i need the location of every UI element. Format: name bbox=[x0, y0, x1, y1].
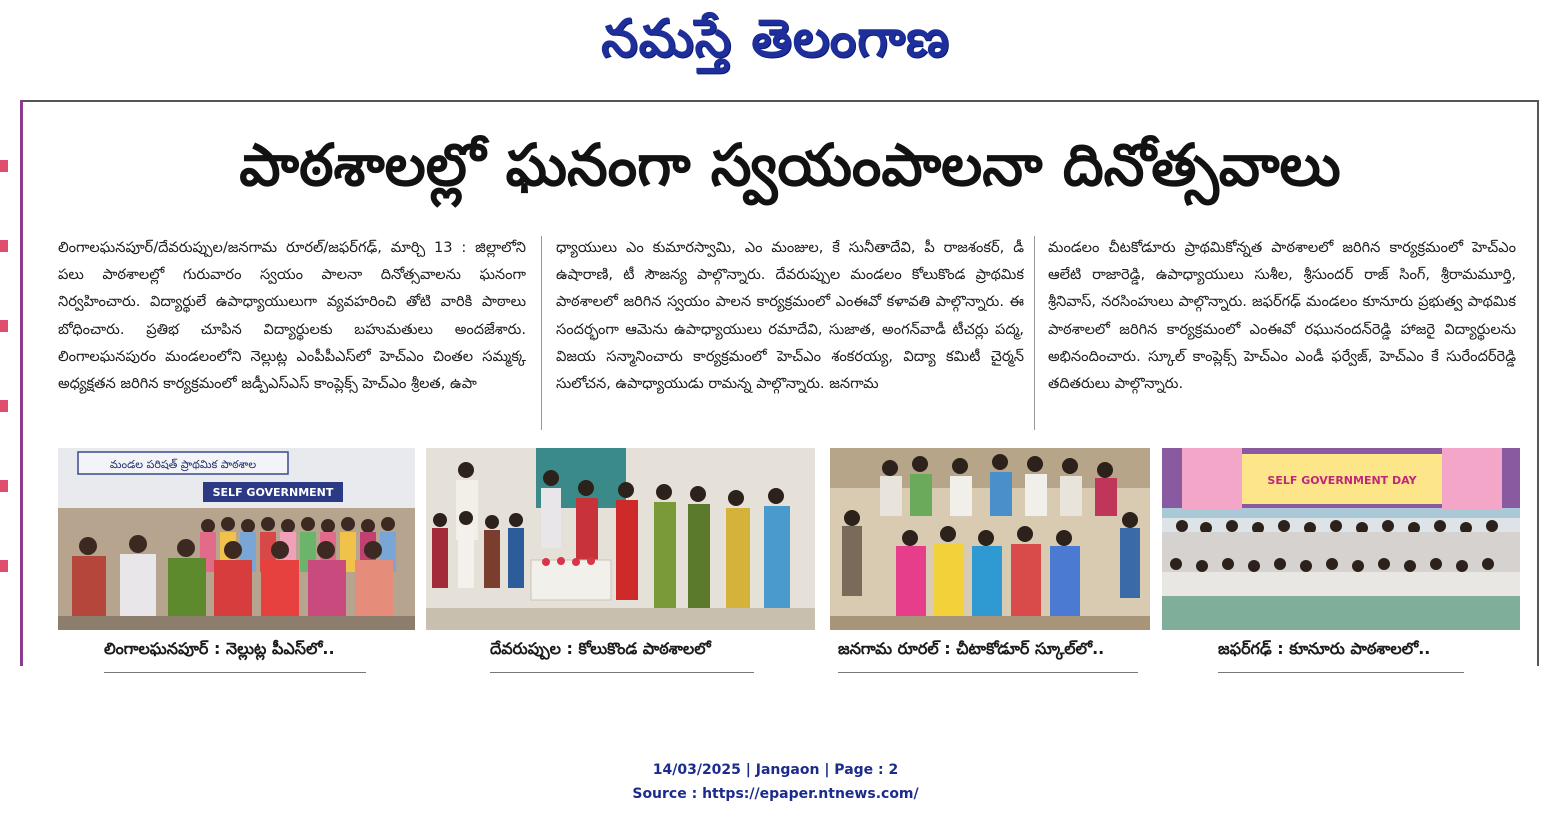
adjacent-article-edge bbox=[0, 100, 23, 666]
photo-kunur-school bbox=[1162, 448, 1520, 630]
self-government-day-banner: SELF GOVERNMENT DAY bbox=[1267, 474, 1417, 487]
column-divider bbox=[541, 236, 542, 430]
column-2-text: ధ్యాయులు ఎం కుమారస్వామి, ఎం మంజుల, కే సునీతాదేవి, పీ రాజశంకర్, డీ ఉషారాణి, టీ సౌజన్య పాల్గొన్నారు. దేవరుప్పుల మండలం కోలుకొండ ప్రాథమిక పాఠశాలలో జరిగిన స్వయం పాలన కార్యక్రమంలో ఎంఈవో కళావతి పాల్గొన్నారు. ఈ సందర్భంగా ఆమెను ఉపాధ్యాయులు రమాదేవి, సుజాత, అంగన్‌వాడీ టీచర్లు పద్మ, విజయ సన్మానించారు కార్యక్రమంలో హెచ్‌ఎం శంకరయ్య, విద్యా కమిటీ చైర్మన్ సులోచన, ఉపాధ్యాయుడు రామన్న పాల్గొన్నారు. జనగామ bbox=[556, 239, 1024, 393]
caption-underline bbox=[490, 672, 754, 673]
article-column-2 bbox=[556, 234, 1024, 434]
self-government-banner: SELF GOVERNMENT bbox=[212, 486, 334, 499]
photo-caption-2: దేవరుప్పుల : కోలుకొండ పాఠశాలలో bbox=[490, 639, 711, 658]
caption-underline bbox=[104, 672, 366, 673]
frame-top-rule bbox=[0, 100, 1537, 102]
column-1-text: లింగాలఘనపూర్/దేవరుప్పుల/జనగామ రూరల్/జఫర్‌గఢ్, మార్చి 13 : జిల్లాలోని పలు పాఠశాలల్లో గురువారం స్వయం పాలనా దినోత్సవాలను ఘనంగా నిర్వహించారు. విద్యార్థులే ఉపాధ్యాయులుగా వ్యవహరించి తోటి వారికి పాఠాలు బోధించారు. ప్రతిభ చూపిన విద్యార్థులకు బహుమతులు అందజేశారు. లింగాలఘనపురం మండలంలోని నెల్లుట్ల ఎంపీపీఎస్‌లో హెచ్‌ఎం చింతల సమ్మక్క అధ్యక్షతన జరిగిన కార్యక్రమంలో జడ్పీఎస్ఎస్ కాంప్లెక్స్ హెచ్‌ఎం శ్రీలత, ఉపా bbox=[58, 239, 526, 393]
caption-underline bbox=[1218, 672, 1464, 673]
newspaper-masthead: నమస్తే తెలంగాణ bbox=[601, 9, 950, 69]
column-3-text: మండలం చీటకోడూరు ప్రాథమికోన్నత పాఠశాలలో జరిగిన కార్యక్రమంలో హెచ్‌ఎం ఆలేటి రాజారెడ్డి, ఉపాధ్యాయులు సుశీల, శ్రీసుందర్ రాజ్ సింగ్, శ్రీరామమూర్తి, శ్రీనివాస్, నరసింహులు పాల్గొన్నారు. జఫర్‌గఢ్ మండలం కూనూరు ప్రభుత్వ పాథమిక పాఠశాలలో జరిగిన కార్యక్రమంలో ఎంఈవో రఘునందన్‌రెడ్డి హాజరై విద్యార్థులను అభినందించారు. స్కూల్ కాంప్లెక్స్ హెచ్‌ఎం ఎండీ ఫర్వేజ్, హెచ్‌ఎం కే సురేందర్‌రెడ్డి తదితరులు పాల్గొన్నారు. bbox=[1048, 239, 1516, 393]
school-sign: మండల పరిషత్ ప్రాథమిక పాఠశాల bbox=[109, 458, 257, 471]
article-column-3 bbox=[1048, 234, 1516, 434]
source-link: Source : https://epaper.ntnews.com/ bbox=[632, 786, 919, 802]
column-divider bbox=[1034, 236, 1035, 430]
article-column-1 bbox=[58, 234, 526, 434]
photo-kolukonda-school bbox=[426, 448, 815, 630]
photo-cheetakodur-school bbox=[830, 448, 1150, 630]
article-headline: పాఠశాలల్లో ఘనంగా స్వయంపాలనా దినోత్సవాలు bbox=[239, 131, 1341, 199]
photo-caption-3: జనగామ రూరల్ : చీటాకోడూర్ స్కూల్‌లో.. bbox=[838, 639, 1105, 658]
photo-nellutla-school bbox=[58, 448, 415, 630]
caption-underline bbox=[838, 672, 1138, 673]
photo-caption-1: లింగాలఘనపూర్ : నెల్లుట్ల పీఎస్‌లో.. bbox=[104, 639, 335, 658]
edition-info: 14/03/2025 | Jangaon | Page : 2 bbox=[652, 762, 899, 778]
photo-caption-4: జఫర్‌గఢ్ : కూనూరు పాఠశాలలో.. bbox=[1218, 639, 1431, 658]
